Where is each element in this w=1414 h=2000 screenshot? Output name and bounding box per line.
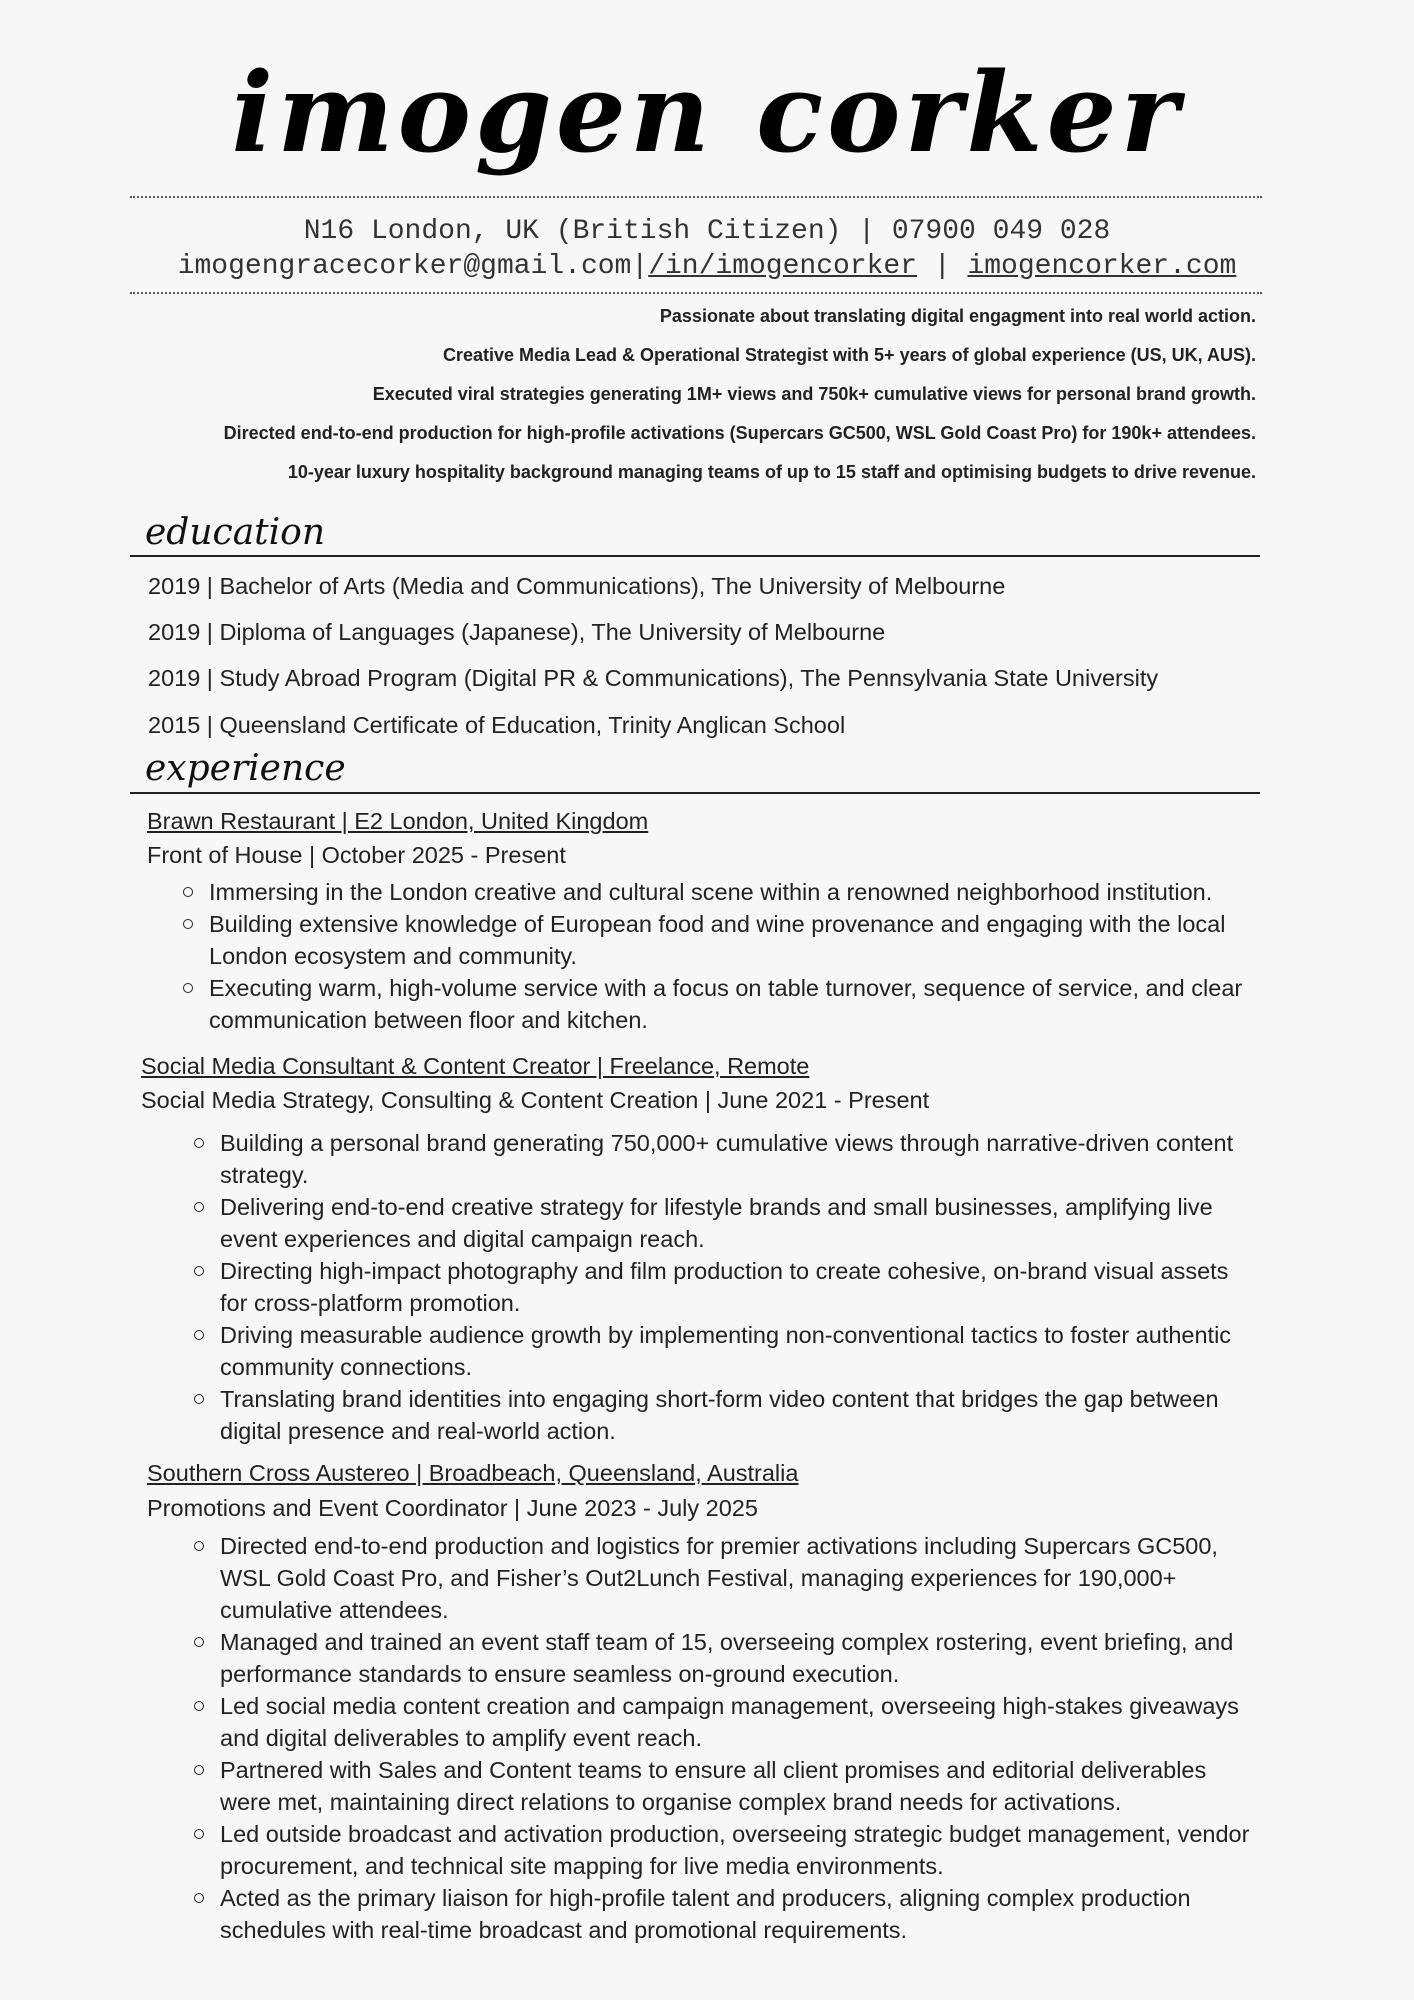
list-item: Directed end-to-end production and logistics for premier activations including Supercars GC500, WSL Gold Coast Pro, and Fisher’s Out2Lunch Festival, managing experiences for 190,000+ cumulative attendees. [220, 1530, 1260, 1626]
experience-heading: experience [145, 748, 346, 789]
separator: | [631, 251, 649, 282]
summary-line: Executed viral strategies generating 1M+ views and 750k+ cumulative views for personal brand growth. [372, 384, 1256, 404]
linkedin-link[interactable]: /in/imogencorker [648, 251, 918, 282]
name-signature [0, 28, 1414, 198]
job-heading-brawn: Brawn Restaurant | E2 London, United Kingdom [147, 808, 649, 834]
education-item: 2015 | Queensland Certificate of Education, Trinity Anglican School [148, 712, 846, 738]
header-divider-bottom [130, 292, 1262, 294]
list-item: Led social media content creation and campaign management, overseeing high-stakes giveaways and digital deliverables to amplify event reach. [220, 1690, 1260, 1754]
summary-line: Creative Media Lead & Operational Strategist with 5+ years of global experience (US, UK, AUS). [442, 345, 1256, 365]
job-heading-freelance: Social Media Consultant & Content Creator | Freelance, Remote [141, 1053, 810, 1079]
education-item: 2019 | Bachelor of Arts (Media and Communications), The University of Melbourne [148, 573, 1006, 599]
summary-line: Passionate about translating digital engagment into real world action. [659, 306, 1256, 326]
email-link[interactable]: imogengracecorker@gmail.com [177, 251, 632, 282]
summary-line: Directed end-to-end production for high-profile activations (Supercars GC500, WSL Gold Coast Pro) for 190k+ attendees. [223, 423, 1256, 443]
name-signature-text: imogen corker [231, 48, 1183, 177]
list-item: Executing warm, high-volume service with a focus on table turnover, sequence of service, and clear communication between floor and kitchen. [209, 972, 1259, 1036]
list-item: Building a personal brand generating 750,000+ cumulative views through narrative-driven content strategy. [220, 1127, 1260, 1191]
header-divider-top [130, 196, 1262, 198]
education-heading: education [145, 512, 325, 553]
job-role-brawn: Front of House | October 2025 - Present [147, 842, 566, 868]
list-item: Partnered with Sales and Content teams to ensure all client promises and editorial deliverables were met, maintaining direct relations to organise complex brand needs for activations. [220, 1754, 1260, 1818]
job-bullets-brawn [209, 876, 1259, 1036]
separator: | [917, 251, 968, 282]
list-item: Led outside broadcast and activation production, overseeing strategic budget management, vendor procurement, and technical site mapping for live media environments. [220, 1818, 1260, 1882]
summary-line: 10-year luxury hospitality background managing teams of up to 15 staff and optimising budgets to drive revenue. [287, 462, 1256, 482]
contact-line-links [0, 251, 1414, 282]
job-role-freelance: Social Media Strategy, Consulting & Content Creation | June 2021 - Present [141, 1087, 930, 1113]
list-item: Delivering end-to-end creative strategy for lifestyle brands and small businesses, amplifying live event experiences and digital campaign reach. [220, 1191, 1260, 1255]
job-role-sca: Promotions and Event Coordinator | June 2023 - July 2025 [147, 1495, 758, 1521]
education-item: 2019 | Diploma of Languages (Japanese), The University of Melbourne [148, 619, 886, 645]
job-heading-sca: Southern Cross Austereo | Broadbeach, Queensland, Australia [147, 1460, 799, 1486]
job-bullets-sca [220, 1530, 1260, 1946]
list-item: Managed and trained an event staff team of 15, overseeing complex rostering, event briefing, and performance standards to ensure seamless on-ground execution. [220, 1626, 1260, 1690]
list-item: Building extensive knowledge of European food and wine provenance and engaging with the local London ecosystem and community. [209, 908, 1259, 972]
job-bullets-freelance [220, 1127, 1260, 1447]
experience-rule [130, 792, 1260, 794]
list-item: Directing high-impact photography and film production to create cohesive, on-brand visual assets for cross-platform promotion. [220, 1255, 1260, 1319]
contact-line-location-phone: N16 London, UK (British Citizen) | 07900 049 028 [303, 216, 1111, 247]
list-item: Acted as the primary liaison for high-profile talent and producers, aligning complex production schedules with real-time broadcast and promotional requirements. [220, 1882, 1260, 1946]
education-rule [130, 555, 1260, 557]
list-item: Immersing in the London creative and cultural scene within a renowned neighborhood institution. [209, 876, 1259, 908]
list-item: Driving measurable audience growth by implementing non-conventional tactics to foster authentic community connections. [220, 1319, 1260, 1383]
website-link[interactable]: imogencorker.com [967, 251, 1237, 282]
education-item: 2019 | Study Abroad Program (Digital PR & Communications), The Pennsylvania State University [148, 665, 1159, 691]
list-item: Translating brand identities into engaging short-form video content that bridges the gap between digital presence and real-world action. [220, 1383, 1260, 1447]
